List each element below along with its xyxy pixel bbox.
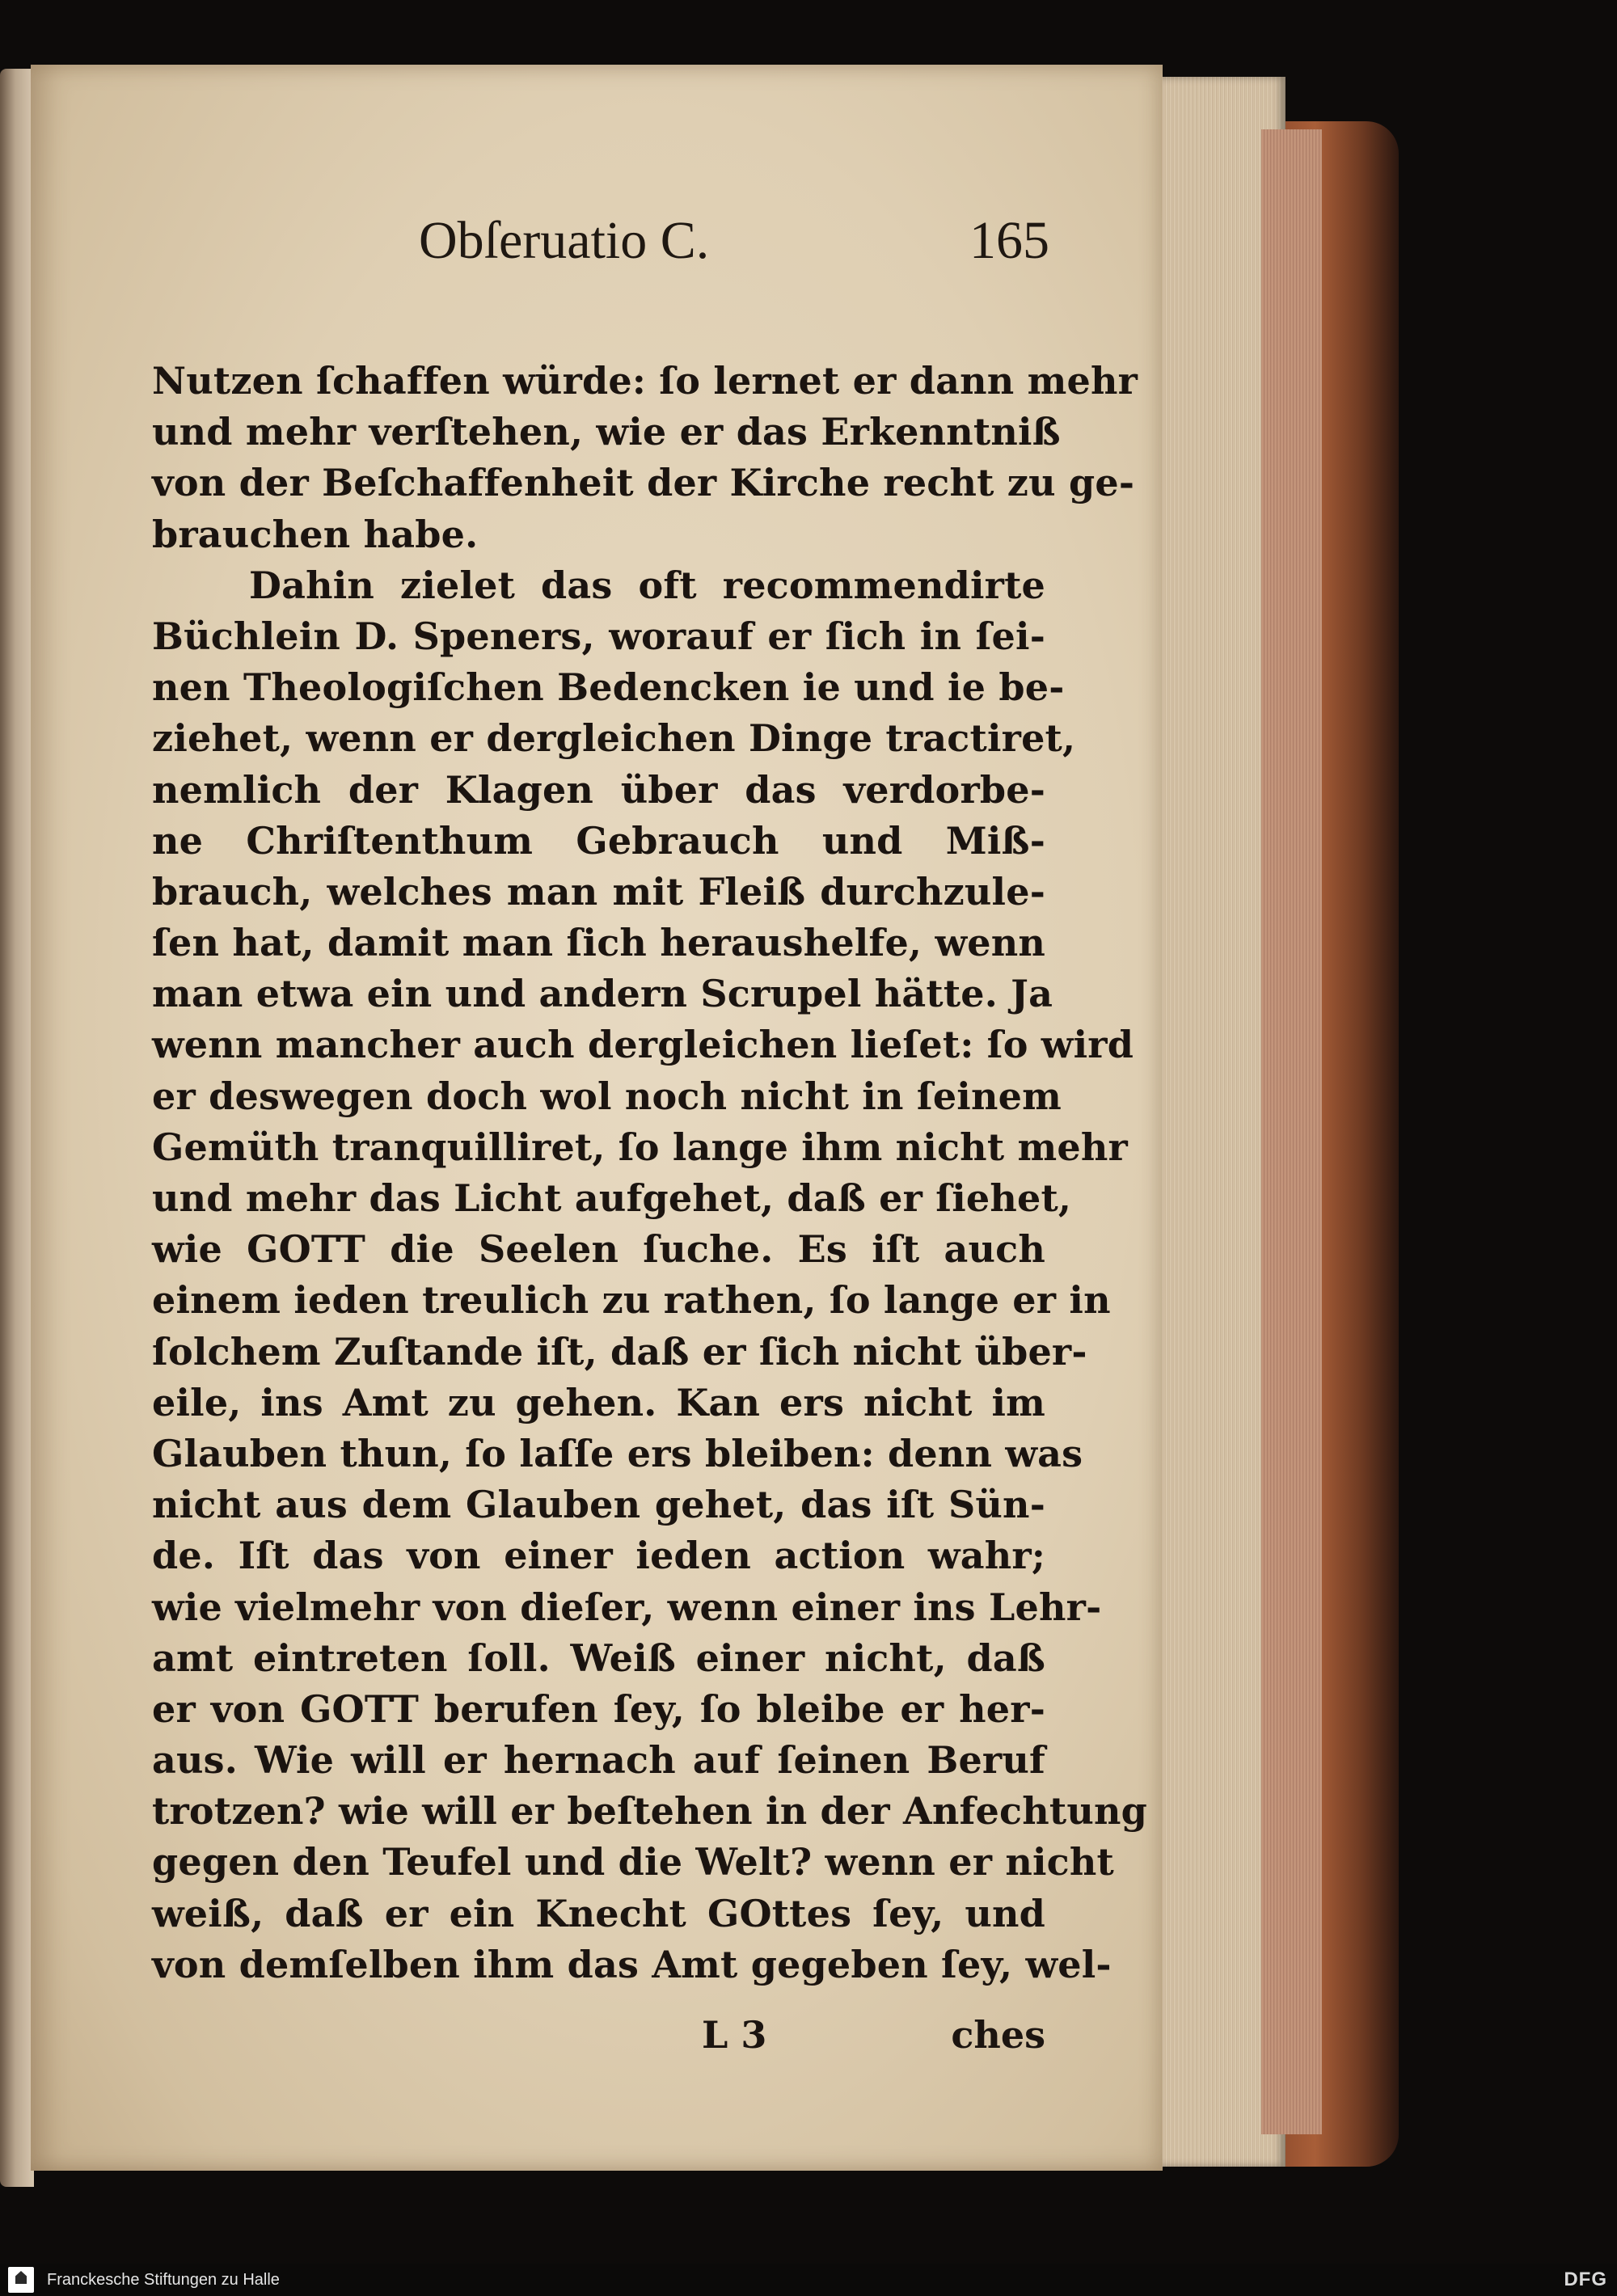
text-line: aus. Wie will er hernach auf ſeinen Beruf (152, 1738, 1045, 1783)
text-line: eile, ins Amt zu gehen. Kan ers nicht im (152, 1380, 1045, 1424)
text-line: Nutzen ſchaffen würde: ſo lernet er dann mehr (152, 359, 1138, 403)
text-line: einem ieden treulich zu rathen, ſo lange er in (152, 1278, 1111, 1323)
text-line: Dahin zielet das oft recommendirte (249, 563, 1045, 607)
left-page-edge (0, 69, 34, 2187)
catchword: ches (951, 2013, 1045, 2057)
running-title: Obſeruatio C. (419, 211, 710, 270)
body-text (152, 356, 1147, 1990)
text-line: von demſelben ihm das Amt gegeben ſey, wel- (152, 1942, 1112, 1986)
text-line: weiß, daß er ein Knecht GOttes ſey, und (152, 1891, 1045, 1935)
text-line: Gemüth tranquilliret, ſo lange ihm nicht mehr (152, 1125, 1128, 1169)
text-line: ne Chriſtenthum Gebrauch und Miß- (152, 818, 1045, 863)
dfg-logo: DFG (1564, 2269, 1607, 2290)
text-line: brauchen habe. (152, 512, 479, 556)
text-line: wie GOTT die Seelen ſuche. Es iſt auch (152, 1227, 1045, 1272)
text-line: trotzen? wie will er beſtehen in der Anfechtung (152, 1789, 1147, 1834)
page-header (419, 186, 1049, 291)
text-line: nemlich der Klagen über das verdorbe- (152, 767, 1045, 812)
text-line: de. Iſt das von einer ieden action wahr; (152, 1534, 1045, 1578)
text-line: amt eintreten ſoll. Weiß einer nicht, daß (152, 1635, 1045, 1680)
text-line: gegen den Teufel und die Welt? wenn er nicht (152, 1840, 1114, 1884)
text-line: man etwa ein und andern Scrupel hätte. Ja (152, 972, 1053, 1016)
institution-name: Franckesche Stiftungen zu Halle (47, 2271, 280, 2289)
text-line: und mehr das Licht aufgehet, daß er ſiehet, (152, 1176, 1072, 1220)
text-line: ziehet, wenn er dergleichen Dinge tractiret, (152, 716, 1076, 761)
page-stack-edge (1261, 129, 1322, 2134)
text-line: nen Theologiſchen Bedencken ie und ie be- (152, 665, 1065, 710)
institution-bar (0, 2264, 1617, 2296)
signature-mark: L 3 (702, 2013, 767, 2057)
text-line: und mehr verſtehen, wie er das Erkenntniß (152, 410, 1061, 454)
text-line: nicht aus dem Glauben gehet, das iſt Sün- (152, 1483, 1045, 1527)
text-line: von der Beſchaffenheit der Kirche recht zu ge- (152, 461, 1135, 505)
text-line: er deswegen doch wol noch nicht in ſeinem (152, 1074, 1062, 1118)
text-line: wenn mancher auch dergleichen lieſet: ſo wird (152, 1023, 1134, 1067)
text-line: wie vielmehr von dieſer, wenn einer ins Lehr- (152, 1585, 1102, 1629)
text-line: Glauben thun, ſo laſſe ers bleiben: denn was (152, 1431, 1083, 1475)
text-line: er von GOTT berufen ſey, ſo bleibe er her- (152, 1686, 1045, 1731)
book-page (31, 65, 1163, 2171)
page-number: 165 (969, 211, 1049, 270)
text-line: brauch, welches man mit Fleiß durchzule- (152, 869, 1045, 914)
text-line: ſen hat, damit man ſich heraushelfe, wenn (152, 921, 1045, 965)
text-line: ſolchem Zuſtande iſt, daß er ſich nicht über- (152, 1329, 1087, 1374)
institution-logo-icon (8, 2267, 34, 2293)
text-line: Büchlein D. Speners, worauf er ſich in ſei- (152, 614, 1045, 658)
page-footer (152, 2013, 1045, 2078)
